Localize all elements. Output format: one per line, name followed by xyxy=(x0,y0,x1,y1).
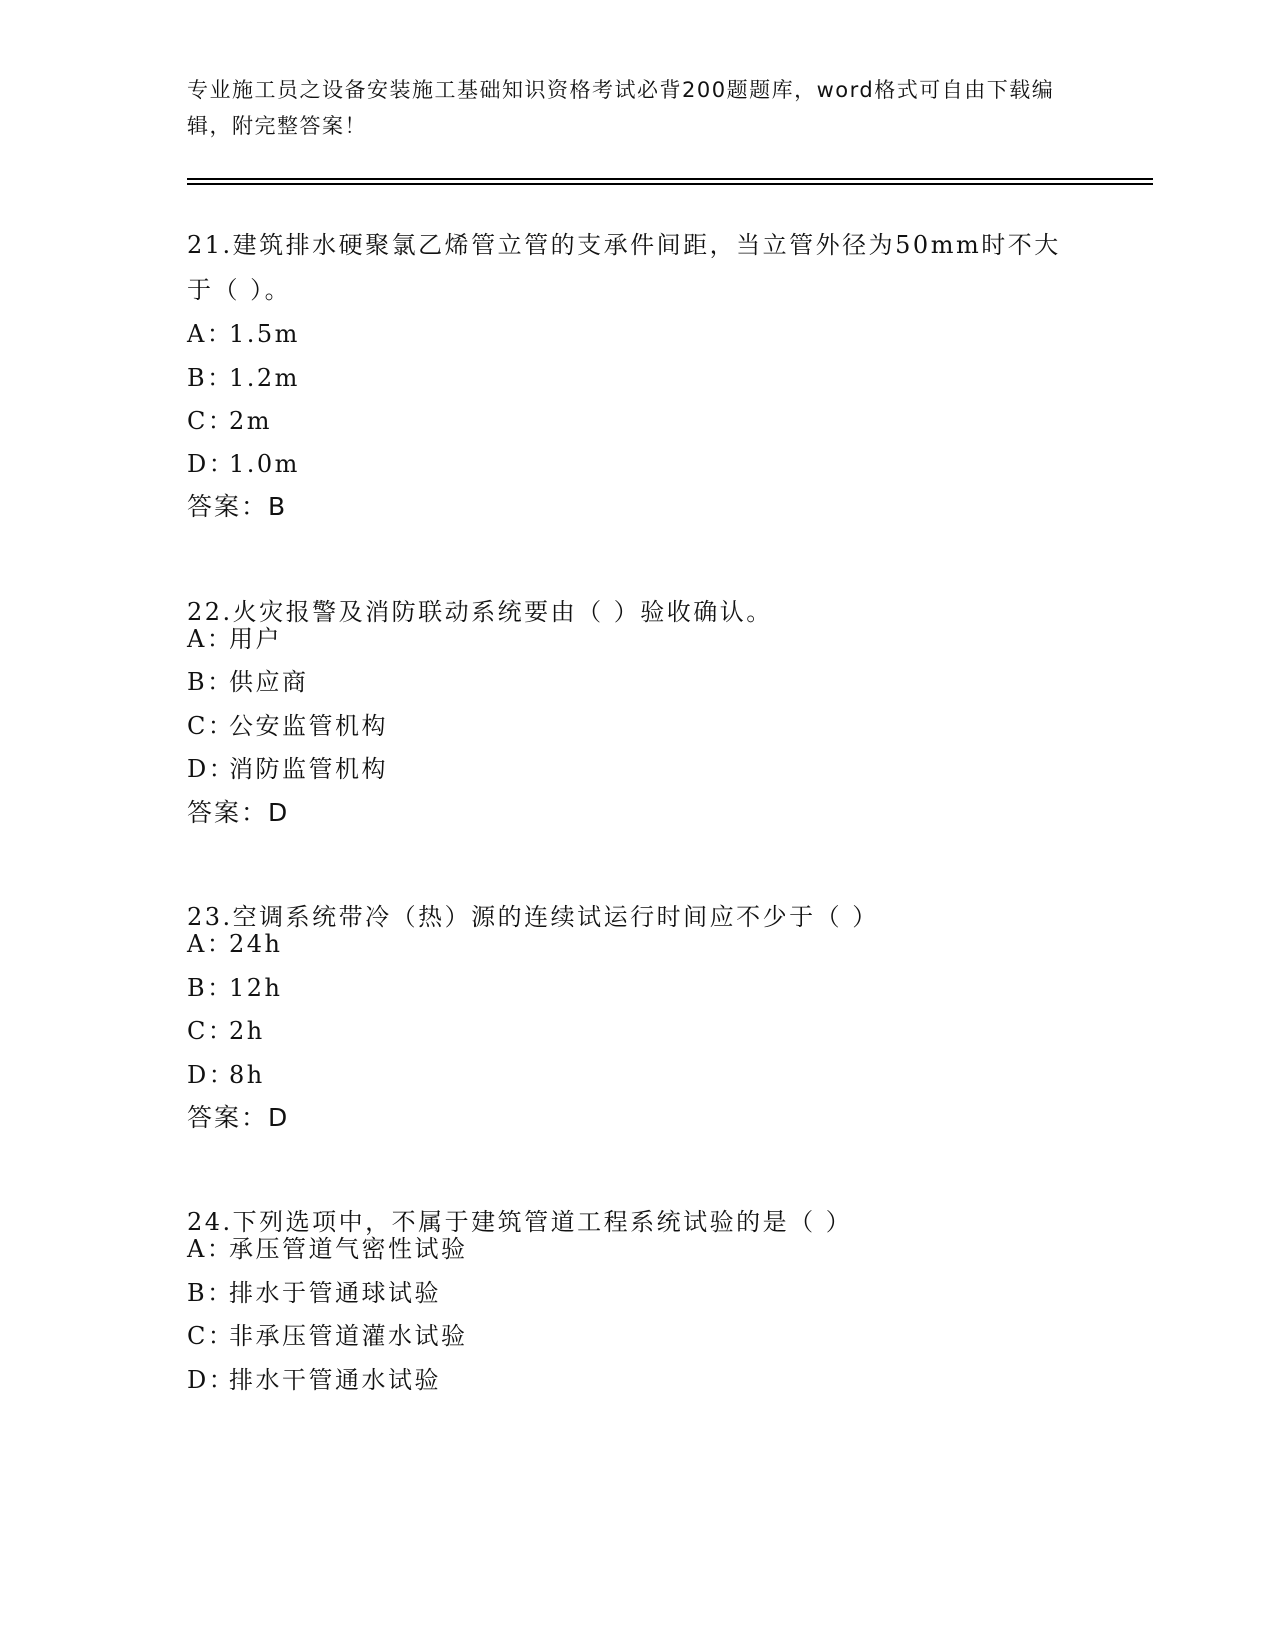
answer-value: D xyxy=(268,1103,290,1132)
option-label: A： xyxy=(187,625,234,653)
header-divider xyxy=(187,178,1153,180)
option-label: D： xyxy=(187,755,236,783)
document-header: 专业施工员之设备安装施工基础知识资格考试必背200题题库，word格式可自由下载编辑，附完整答案！ xyxy=(187,78,1055,138)
option-text: 用户 xyxy=(229,625,282,653)
option-text: 8h xyxy=(229,1061,265,1089)
answer-line xyxy=(187,797,289,829)
option-text: 2h xyxy=(229,1017,265,1045)
option-label: B： xyxy=(187,974,234,1002)
option-text: 1.0m xyxy=(229,450,300,478)
option-b xyxy=(187,1277,441,1309)
option-text: 供应商 xyxy=(229,668,309,696)
answer-label: 答案： xyxy=(187,798,269,827)
option-label: B： xyxy=(187,1279,234,1307)
option-b xyxy=(187,972,283,1004)
option-label: D： xyxy=(187,450,236,478)
answer-line xyxy=(187,1102,289,1134)
option-label: A： xyxy=(187,1235,234,1263)
option-c xyxy=(187,405,272,437)
question-stem: 23.空调系统带冷（热）源的连续试运行时间应不少于（ ） xyxy=(187,903,879,931)
option-text: 12h xyxy=(229,974,283,1002)
option-label: C： xyxy=(187,1017,235,1045)
option-label: D： xyxy=(187,1061,236,1089)
option-text: 1.2m xyxy=(229,364,300,392)
option-label: C： xyxy=(187,1322,235,1350)
option-text: 1.5m xyxy=(229,320,300,348)
header-divider-double xyxy=(187,183,1153,185)
option-d xyxy=(187,753,388,785)
option-a xyxy=(187,623,282,655)
option-a xyxy=(187,318,300,350)
option-text: 承压管道气密性试验 xyxy=(229,1235,468,1263)
option-d xyxy=(187,448,300,480)
question-stem: 24.下列选项中，不属于建筑管道工程系统试验的是（ ） xyxy=(187,1208,853,1236)
option-a xyxy=(187,1233,468,1265)
option-c xyxy=(187,1015,265,1047)
option-text: 公安监管机构 xyxy=(229,712,388,740)
question-stem: 21.建筑排水硬聚氯乙烯管立管的支承件间距，当立管外径为50mm时不大于（ ）。 xyxy=(187,231,1061,304)
answer-label: 答案： xyxy=(187,1103,269,1132)
option-b xyxy=(187,362,300,394)
option-label: A： xyxy=(187,930,234,958)
option-text: 2m xyxy=(229,407,273,435)
option-text: 排水于管通球试验 xyxy=(229,1279,441,1307)
answer-label: 答案： xyxy=(187,492,269,521)
option-text: 24h xyxy=(229,930,283,958)
option-label: D： xyxy=(187,1366,236,1394)
option-text: 排水干管通水试验 xyxy=(229,1366,441,1394)
option-a xyxy=(187,928,283,960)
option-c xyxy=(187,710,388,742)
option-b xyxy=(187,666,309,698)
option-text: 非承压管道灌水试验 xyxy=(229,1322,468,1350)
option-label: B： xyxy=(187,668,234,696)
option-label: A： xyxy=(187,320,234,348)
option-d xyxy=(187,1059,265,1091)
option-c xyxy=(187,1320,468,1352)
answer-value: D xyxy=(268,798,290,827)
option-text: 消防监管机构 xyxy=(229,755,388,783)
answer-line xyxy=(187,491,287,523)
option-label: C： xyxy=(187,712,235,740)
option-label: B： xyxy=(187,364,234,392)
question-stem: 22.火灾报警及消防联动系统要由（ ）验收确认。 xyxy=(187,598,773,626)
answer-value: B xyxy=(268,492,288,521)
option-d xyxy=(187,1364,441,1396)
option-label: C： xyxy=(187,407,235,435)
